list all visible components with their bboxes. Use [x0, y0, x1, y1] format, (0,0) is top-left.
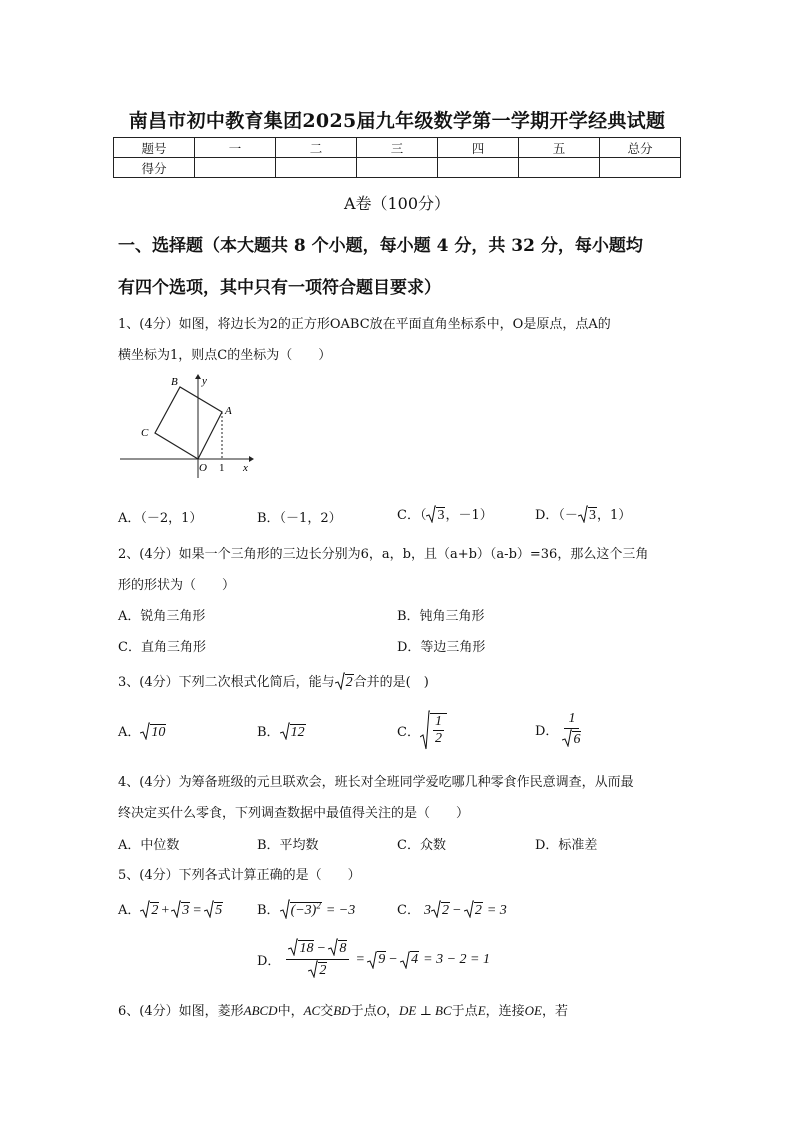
q1-option-d-radicand: 3	[588, 508, 596, 523]
score-header-cell: 四	[438, 138, 519, 158]
q1-option-c-suffix: ，－1）	[445, 508, 493, 523]
score-input-cell[interactable]	[438, 158, 519, 178]
q5-text: 5、(4分）下列各式计算正确的是（ ）	[118, 868, 361, 883]
q4-text-line2: 终决定买什么零食，下列调查数据中最值得关注的是（ ）	[118, 806, 470, 821]
sqrt-icon	[280, 899, 290, 919]
q5-option-a[interactable]	[118, 899, 223, 919]
q5-option-d-denominator	[308, 960, 327, 981]
q3-option-c-denominator: 2	[434, 731, 442, 746]
q6-text-part: ，若	[542, 1004, 569, 1019]
q2-text-line1: 2、(4分）如果一个三角形的三边长分别为6，a，b，且（a+b）（a-b）=36，那么这个三角	[118, 547, 649, 562]
sqrt-icon	[288, 938, 298, 956]
radicand: 2	[441, 903, 449, 918]
q1-text-line2: 横坐标为1，则点C的坐标为（ ）	[118, 348, 332, 363]
label-one: 1	[219, 462, 225, 474]
q3-option-a-radicand: 10	[151, 725, 166, 740]
q6-math: O	[376, 1003, 386, 1018]
q3-option-d[interactable]	[535, 710, 581, 749]
q5-option-a-letter: A．	[118, 903, 141, 918]
q6-math: DE ⊥ BC	[399, 1003, 452, 1018]
score-row-label: 得分	[114, 158, 195, 178]
q3-option-c-numerator: 1	[434, 714, 442, 729]
q3-option-d-numerator: 1	[564, 710, 579, 729]
q2-option-d[interactable]: D．等边三角形	[397, 640, 486, 655]
q3-option-a-letter: A．	[118, 725, 141, 740]
sqrt-icon	[562, 729, 572, 747]
q4-option-d[interactable]: D．标准差	[535, 838, 598, 853]
score-input-cell[interactable]	[519, 158, 600, 178]
q5-option-b-radicand	[290, 902, 322, 918]
q3-option-b-radicand: 12	[290, 725, 305, 740]
q5-option-c-letter: C．	[397, 903, 420, 918]
q5-option-c-rhs: = 3	[486, 903, 507, 918]
q1-text-line1: 1、(4分）如图，将边长为2的正方形OABC放在平面直角坐标系中，O是原点，点A的	[118, 317, 611, 332]
label-O: O	[199, 462, 207, 474]
sqrt-icon	[367, 951, 377, 969]
radicand-base: (−3)	[290, 903, 317, 918]
sqrt-icon	[578, 505, 588, 523]
sqrt-icon	[171, 900, 181, 918]
coefficient: 3	[423, 903, 431, 918]
q5-option-d-letter: D．	[257, 954, 281, 969]
q1-option-d-suffix: ，1）	[596, 508, 632, 523]
plus-sign: +	[161, 903, 170, 918]
q3-text-post: 合并的是( )	[353, 675, 429, 690]
q3-option-d-fraction	[562, 710, 581, 749]
q4-option-c[interactable]: C．众数	[397, 838, 446, 853]
sqrt-icon	[140, 900, 150, 918]
q5-option-d-fraction	[286, 938, 349, 981]
q6-math: AC	[303, 1003, 321, 1018]
sqrt-icon	[140, 722, 150, 740]
score-input-cell[interactable]	[276, 158, 357, 178]
radicand: 2	[474, 903, 482, 918]
score-table-score-row	[114, 158, 681, 178]
score-input-cell[interactable]	[600, 158, 681, 178]
q3-option-b-letter: B．	[257, 725, 280, 740]
q6-text-part: ，	[385, 1004, 399, 1019]
q5-option-b[interactable]	[257, 899, 355, 919]
q1-option-c[interactable]	[397, 504, 493, 524]
q6-text	[118, 1000, 568, 1019]
radicand: 4	[411, 952, 419, 967]
q5-option-d-rest: = 3 − 2 = 1	[423, 951, 490, 967]
q1-option-a[interactable]: A．（－2，1）	[118, 511, 203, 526]
q6-math: E	[477, 1003, 486, 1018]
q3-text	[118, 671, 429, 691]
q3-option-b[interactable]	[257, 721, 306, 741]
q3-option-c[interactable]	[397, 710, 447, 750]
q6-text-part: ，连接	[485, 1004, 525, 1019]
q2-text-line2: 形的形状为（ ）	[118, 578, 236, 593]
score-input-cell[interactable]	[195, 158, 276, 178]
score-header-cell: 总分	[600, 138, 681, 158]
sqrt-icon	[420, 710, 430, 750]
q6-math: ABCD	[243, 1003, 278, 1018]
q3-option-c-letter: C．	[397, 724, 420, 740]
q5-option-b-rhs: = −3	[325, 903, 356, 918]
q3-option-d-letter: D．	[535, 724, 559, 739]
q1-option-d-prefix: D．（－	[535, 508, 578, 523]
radicand: 8	[339, 941, 347, 956]
q1-option-c-radicand: 3	[437, 508, 445, 523]
radicand: 18	[299, 941, 314, 956]
q2-option-b[interactable]: B．钝角三角形	[397, 609, 485, 624]
q3-option-d-denominator-wrap	[562, 729, 581, 749]
q3-option-d-denominator: 6	[573, 732, 581, 747]
equals-sign: =	[356, 951, 365, 967]
score-header-cell: 五	[519, 138, 600, 158]
exam-title: 南昌市初中教育集团2025届九年级数学第一学期开学经典试题	[128, 110, 666, 132]
minus-sign: −	[389, 951, 398, 967]
score-header-cell: 二	[276, 138, 357, 158]
q3-option-a[interactable]	[118, 721, 166, 741]
q1-figure	[116, 370, 256, 478]
score-table	[113, 137, 681, 178]
section-heading-line2: 有四个选项，其中只有一项符合题目要求）	[118, 278, 441, 298]
q4-option-b[interactable]: B．平均数	[257, 838, 319, 853]
label-C: C	[141, 427, 149, 439]
sqrt-icon	[464, 900, 474, 918]
score-input-cell[interactable]	[357, 158, 438, 178]
minus-sign: −	[317, 941, 326, 956]
section-a-title: A卷（100分）	[343, 194, 451, 213]
minus-sign: −	[452, 903, 461, 918]
radicand: 2	[151, 903, 159, 918]
radicand: 2	[319, 963, 327, 978]
sqrt-icon	[308, 960, 318, 978]
section-heading-line1: 一、选择题（本大题共 8 个小题，每小题 4 分，共 32 分，每小题均	[118, 236, 643, 256]
label-y: y	[202, 375, 207, 387]
q4-text-line1: 4、(4分）为筹备班级的元旦联欢会，班长对全班同学爱吃哪几种零食作民意调查，从而最	[118, 775, 634, 790]
label-B: B	[171, 376, 178, 388]
label-x: x	[243, 462, 248, 474]
score-header-cell: 一	[195, 138, 276, 158]
q1-option-c-prefix: C．（	[397, 508, 427, 523]
q4-option-a[interactable]: A．中位数	[118, 838, 180, 853]
label-A: A	[225, 405, 232, 417]
sqrt-icon	[204, 900, 214, 918]
q6-text-part: 中，	[277, 1004, 304, 1019]
q2-option-a[interactable]: A．锐角三角形	[118, 609, 206, 624]
q3-option-c-fraction	[430, 713, 447, 747]
sqrt-icon	[280, 722, 290, 740]
sqrt-icon	[431, 900, 441, 918]
q5-option-d[interactable]	[257, 938, 490, 981]
q1-option-b[interactable]: B．（－1，2）	[257, 511, 342, 526]
sqrt-icon	[400, 951, 410, 969]
score-table-header-row	[114, 138, 681, 158]
q2-option-c[interactable]: C．直角三角形	[118, 640, 206, 655]
q6-text-part: 交	[320, 1004, 334, 1019]
q6-text-part: 6、(4分）如图，菱形	[118, 1004, 244, 1019]
q6-text-part: 于点	[451, 1004, 478, 1019]
q3-text-pre: 3、(4分）下列二次根式化简后，能与	[118, 675, 335, 690]
sqrt-icon	[328, 938, 338, 956]
q5-option-d-numerator	[286, 938, 349, 960]
radicand: 3	[182, 903, 190, 918]
sqrt-icon	[335, 672, 345, 690]
q6-text-part: 于点	[350, 1004, 377, 1019]
q3-text-radicand: 2	[345, 675, 353, 690]
score-header-cell: 三	[357, 138, 438, 158]
q6-math: BD	[333, 1003, 351, 1018]
exponent: 2	[316, 900, 321, 911]
q6-math: OE	[524, 1003, 542, 1018]
equals-sign: =	[193, 903, 202, 918]
radicand: 5	[215, 903, 223, 918]
score-header-cell: 题号	[114, 138, 195, 158]
q5-option-b-letter: B．	[257, 903, 280, 918]
q1-option-d[interactable]	[535, 504, 631, 524]
radicand: 9	[378, 952, 386, 967]
sqrt-icon	[426, 505, 436, 523]
q5-option-c[interactable]	[397, 899, 507, 919]
